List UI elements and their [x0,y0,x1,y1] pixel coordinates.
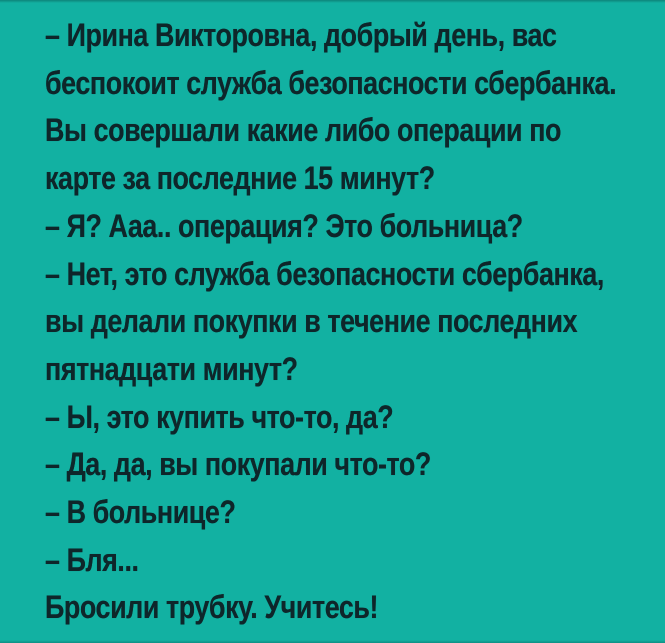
dialog-line: Бросили трубку. Учитесь! [45,589,379,626]
dialog-line: беспокоит служба безопасности сбербанка. [45,64,617,101]
dialog-line: вы делали покупки в течение последних [45,303,578,340]
dialog-line: – Да, да, вы покупали что-то? [45,446,431,483]
dialog-line: – Бля... [45,541,139,578]
dialog-line: – Нет, это служба безопасности сбербанка, [45,255,604,292]
top-edge-shade [0,0,665,3]
dialog-line: – Я? Ааа.. операция? Это больница? [45,207,523,244]
dialog-line: – Ирина Викторовна, добрый день, вас [45,17,557,53]
dialog-line: – Ы, это купить что-то, да? [45,398,394,435]
dialog-line: пятнадцати минут? [45,350,298,387]
dialog-line: карте за последние 15 минут? [45,160,435,197]
dialog-line: Вы совершали какие либо операции по [45,112,562,149]
joke-text-block [45,12,616,632]
dialog-line: – В больнице? [45,494,236,531]
